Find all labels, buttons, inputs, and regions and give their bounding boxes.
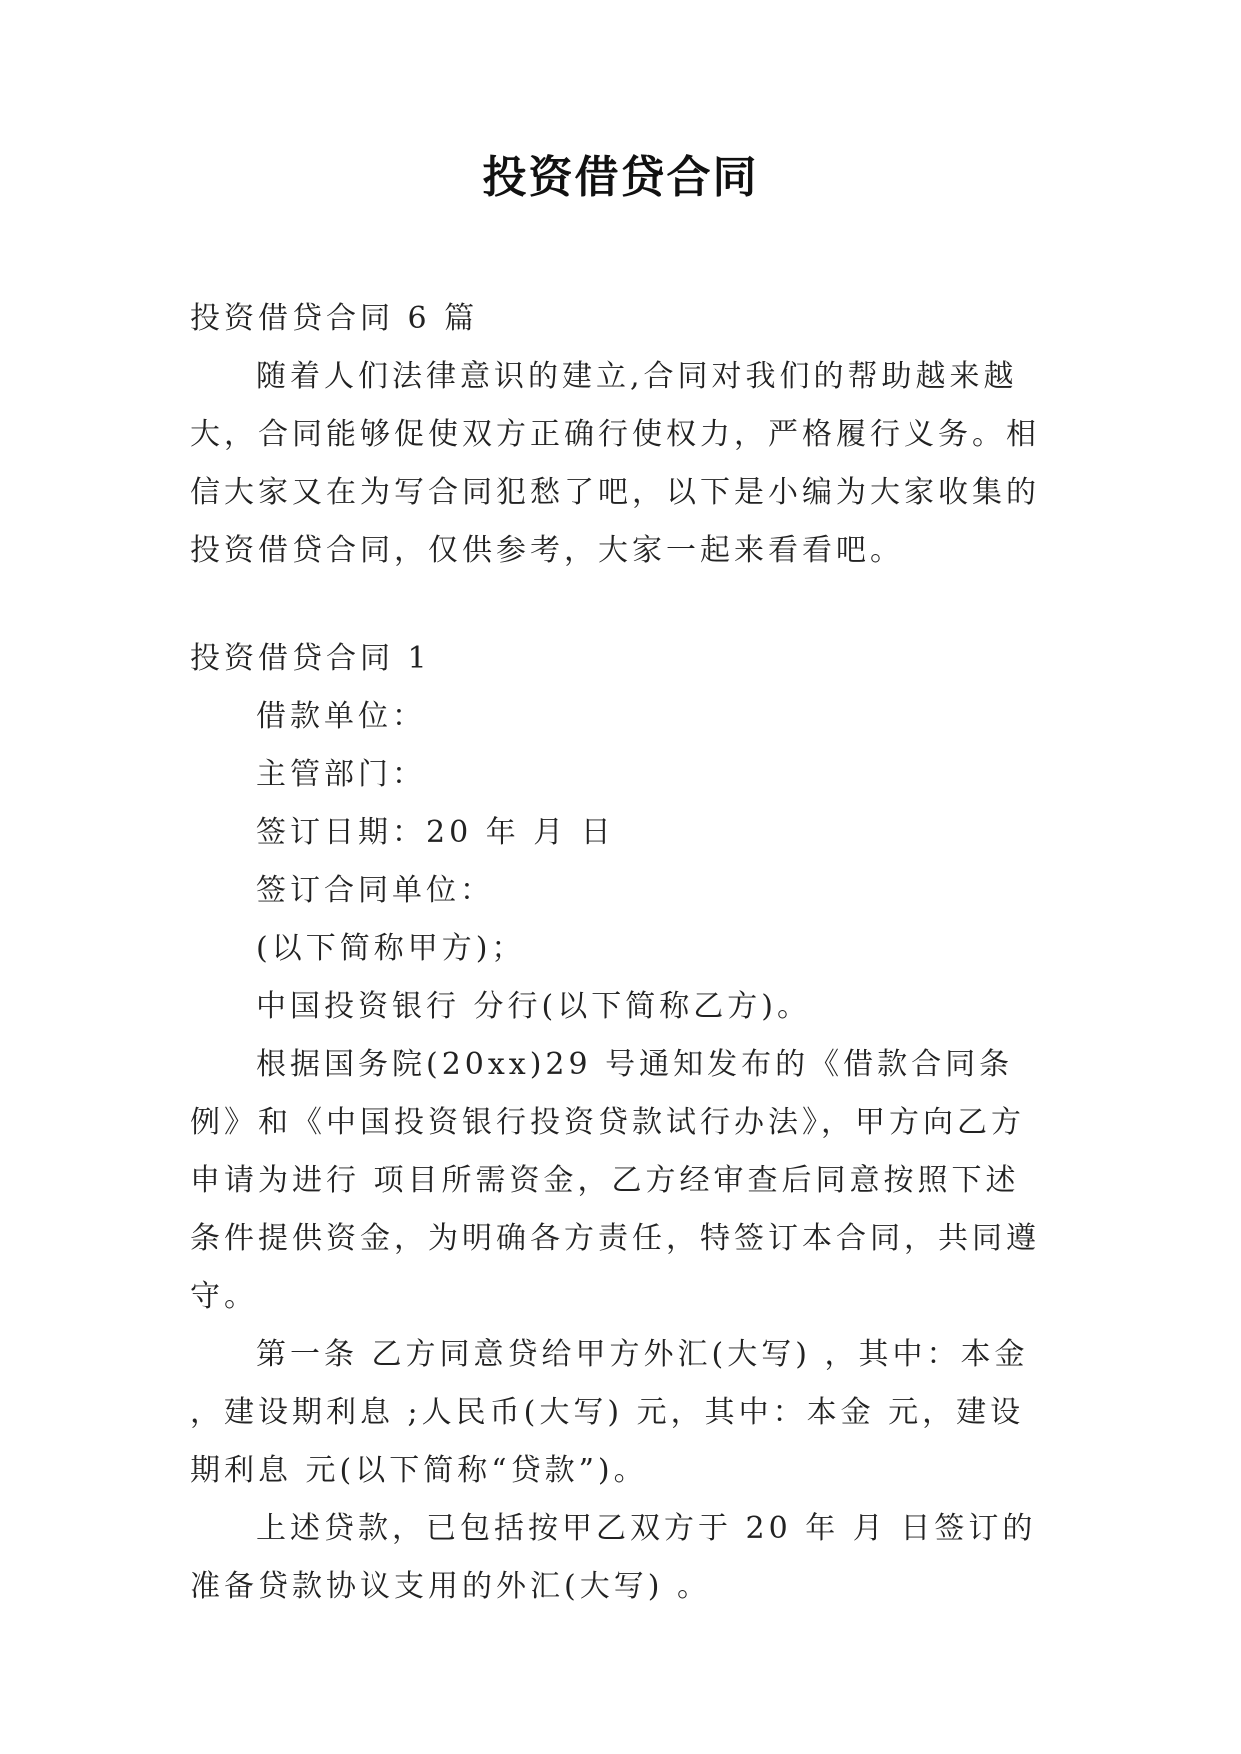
paragraph-article-1: 第一条 乙方同意贷给甲方外汇(大写) ，其中：本金 ，建设期利息 ;人民币(大写) 元，其中：本金 元，建设期利息 元(以下简称“贷款”)。 bbox=[190, 1337, 1029, 1488]
section-heading: 投资借贷合同 1 bbox=[190, 641, 431, 676]
field-borrower: 借款单位： bbox=[256, 699, 426, 734]
field-contract-party: 签订合同单位： bbox=[256, 873, 494, 908]
intro-paragraph: 随着人们法律意识的建立,合同对我们的帮助越来越大，合同能够促使双方正确行使权力，严格履行义务。相信大家又在为写合同犯愁了吧，以下是小编为大家收集的投资借贷合同，仅供参考，大家一起来看看吧。 bbox=[190, 359, 1040, 568]
paragraph-basis: 根据国务院(20xx)29 号通知发布的《借款合同条例》和《中国投资银行投资贷款试行办法》，甲方向乙方申请为进行 项目所需资金，乙方经审查后同意按照下述条件提供资金，为明确各方责任，特签订本合同，共同遵守。 bbox=[190, 1047, 1040, 1314]
field-sign-date: 签订日期：20 年 月 日 bbox=[256, 815, 615, 850]
document-title: 投资借贷合同 bbox=[482, 152, 759, 203]
field-department: 主管部门： bbox=[256, 757, 426, 792]
document-body bbox=[190, 290, 1050, 1616]
spacer bbox=[190, 580, 1050, 630]
paragraph-loan-note: 上述贷款，已包括按甲乙双方于 20 年 月 日签订的准备贷款协议支用的外汇(大写) 。 bbox=[190, 1511, 1037, 1604]
document-subtitle: 投资借贷合同 6 篇 bbox=[190, 301, 479, 336]
field-party-a-note: (以下简称甲方)； bbox=[256, 931, 526, 966]
field-party-b: 中国投资银行 分行(以下简称乙方)。 bbox=[256, 989, 811, 1024]
